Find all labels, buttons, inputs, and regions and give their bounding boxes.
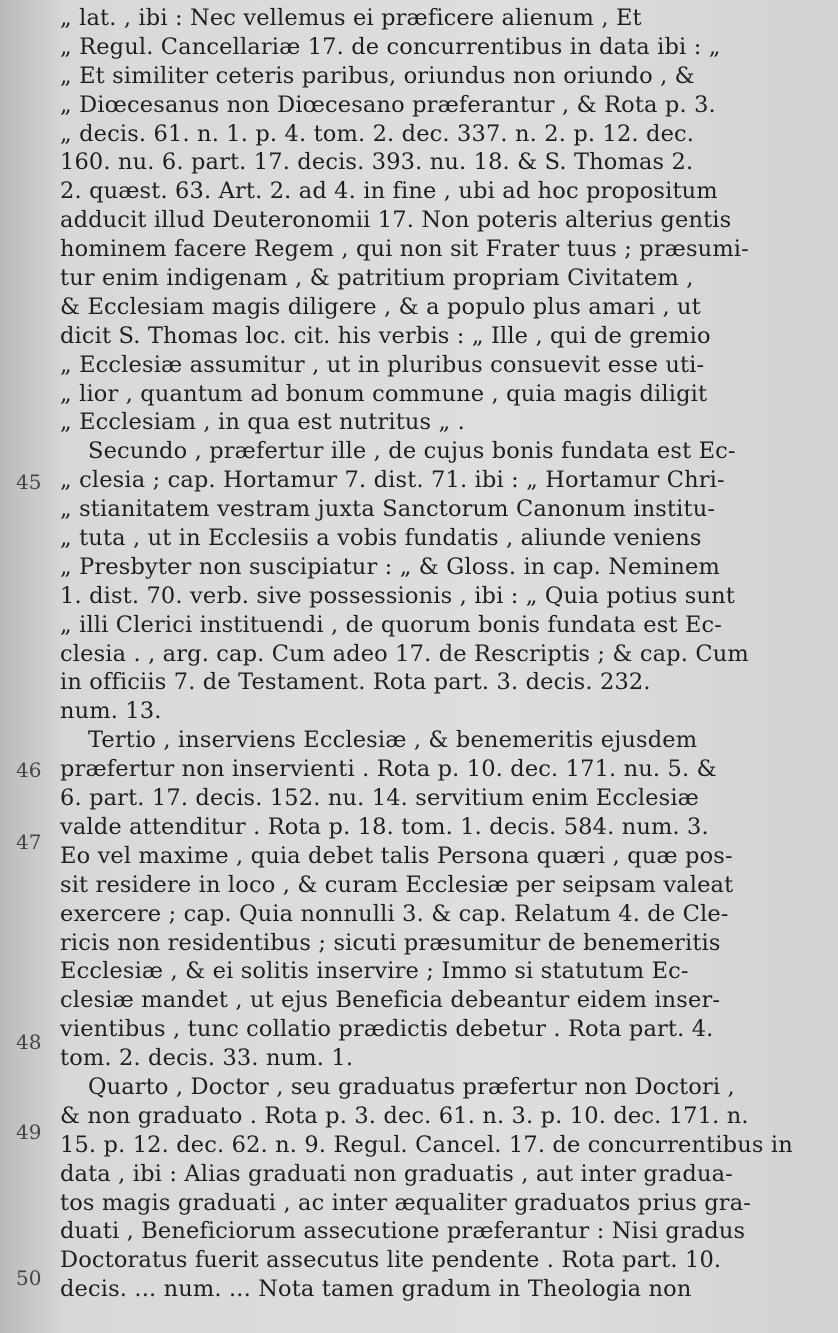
text-line: 6. part. 17. decis. 152. nu. 14. servitium enim Ecclesiæ [60, 785, 699, 812]
text-line: „ decis. 61. n. 1. p. 4. tom. 2. dec. 337. n. 2. p. 12. dec. [60, 120, 695, 147]
text-line: „ clesia ; cap. Hortamur 7. dist. 71. ibi : „ Hortamur Chri- [60, 467, 725, 494]
text-line: adducit illud Deuteronomii 17. Non poteris alterius gentis [60, 207, 732, 234]
paragraph-start-line: Tertio , inserviens Ecclesiæ , & benemeritis ejusdem [88, 727, 698, 754]
text-line: data , ibi : Alias graduati non graduatis , aut inter gradua- [60, 1160, 733, 1187]
text-line: tos magis graduati , ac inter æqualiter graduatos prius gra- [60, 1189, 752, 1216]
text-line: & Ecclesiam magis diligere , & a populo plus amari , ut [60, 293, 701, 320]
text-line: præfertur non inservienti . Rota p. 10. dec. 171. nu. 5. & [60, 756, 717, 783]
text-line: „ Ecclesiæ assumitur , ut in pluribus consuevit esse uti- [60, 351, 705, 378]
text-line: num. 13. [60, 698, 162, 725]
margin-number-46: 46 [16, 758, 42, 782]
paragraph-start-line: Quarto , Doctor , seu graduatus præfertur non Doctori , [88, 1073, 735, 1100]
text-line: „ illi Clerici instituendi , de quorum bonis fundata est Ec- [60, 611, 723, 638]
text-line: „ Regul. Cancellariæ 17. de concurrentibus in data ibi : „ [60, 33, 721, 60]
text-line: duati , Beneficiorum assecutione præferantur : Nisi gradus [60, 1218, 746, 1245]
text-line: clesiæ mandet , ut ejus Beneficia debeantur eidem inser- [60, 987, 721, 1014]
text-line: tom. 2. decis. 33. num. 1. [60, 1045, 354, 1072]
margin-number-49: 49 [16, 1120, 42, 1144]
text-line: dicit S. Thomas loc. cit. his verbis : „ Ille , qui de gremio [60, 322, 711, 349]
body-text [60, 4, 828, 1304]
text-line: Eo vel maxime , quia debet talis Persona quæri , quæ pos- [60, 842, 733, 869]
text-line: „ Presbyter non suscipiatur : „ & Gloss. in cap. Neminem [60, 553, 720, 580]
text-line: „ stianitatem vestram juxta Sanctorum Canonum institu- [60, 496, 716, 523]
text-line: „ lat. , ibi : Nec vellemus ei præficere alienum , Et [60, 5, 642, 31]
text-line: ricis non residentibus ; sicuti præsumitur de benemeritis [60, 929, 721, 956]
text-line: clesia . , arg. cap. Cum adeo 17. de Rescriptis ; & cap. Cum [60, 640, 749, 667]
text-line: 15. p. 12. dec. 62. n. 9. Regul. Cancel. 17. de concurrentibus in [60, 1131, 793, 1158]
text-line: sit residere in loco , & curam Ecclesiæ per seipsam valeat [60, 871, 734, 898]
text-line: „ lior , quantum ad bonum commune , quia magis diligit [60, 380, 708, 407]
margin-number-45: 45 [16, 470, 42, 494]
text-line: 2. quæst. 63. Art. 2. ad 4. in fine , ubi ad hoc propositum [60, 178, 718, 205]
margin-number-50: 50 [16, 1266, 42, 1290]
text-line: Ecclesiæ , & ei solitis inservire ; Immo si statutum Ec- [60, 958, 689, 985]
text-line: „ Diœcesanus non Diœcesano præferantur , & Rota p. 3. [60, 91, 716, 118]
text-line: vientibus , tunc collatio prædictis debetur . Rota part. 4. [60, 1016, 714, 1043]
text-line: „ Ecclesiam , in qua est nutritus „ . [60, 409, 465, 436]
text-line: in officiis 7. de Testament. Rota part. 3. decis. 232. [60, 669, 651, 696]
text-line: tur enim indigenam , & patritium propriam Civitatem , [60, 265, 694, 292]
text-line: & non graduato . Rota p. 3. dec. 61. n. 3. p. 10. dec. 171. n. [60, 1102, 749, 1129]
text-line: hominem facere Regem , qui non sit Frater tuus ; præsumi- [60, 236, 749, 263]
text-line: valde attenditur . Rota p. 18. tom. 1. decis. 584. num. 3. [60, 813, 709, 840]
margin-number-47: 47 [16, 830, 42, 854]
text-line: 1. dist. 70. verb. sive possessionis , ibi : „ Quia potius sunt [60, 582, 735, 609]
text-line: „ tuta , ut in Ecclesiis a vobis fundatis , aliunde veniens [60, 525, 702, 552]
paragraph-start-line: Secundo , præfertur ille , de cujus bonis fundata est Ec- [88, 438, 736, 465]
text-line: exercere ; cap. Quia nonnulli 3. & cap. Relatum 4. de Cle- [60, 900, 729, 927]
text-line: decis. ... num. ... Nota tamen gradum in Theologia non [60, 1276, 692, 1303]
text-line: Doctoratus fuerit assecutus lite pendente . Rota part. 10. [60, 1247, 722, 1274]
text-line: 160. nu. 6. part. 17. decis. 393. nu. 18. & S. Thomas 2. [60, 149, 694, 176]
text-line: „ Et similiter ceteris paribus, oriundus non oriundo , & [60, 62, 695, 89]
margin-number-48: 48 [16, 1030, 42, 1054]
